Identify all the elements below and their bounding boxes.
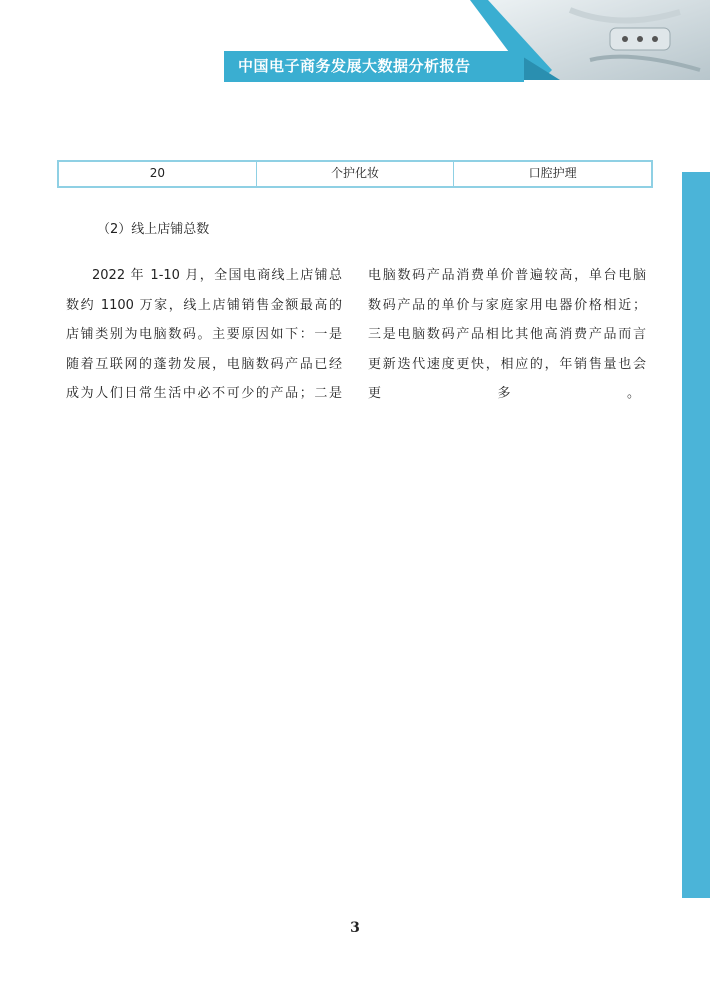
last-line-part: 。	[626, 386, 640, 401]
paragraph-line: 更新迭代速度更快，相应的，年销售量也会	[368, 356, 646, 372]
paragraph-line: 电脑数码产品消费单价普遍较高，单台电脑	[368, 268, 646, 283]
last-line-part: 多	[497, 386, 511, 401]
paragraph-line: 随着互联网的蓬勃发展，电脑数码产品已经	[66, 356, 342, 372]
paragraph-last-line	[368, 379, 640, 409]
paragraph-line: 数约 1100 万家，线上店铺销售金额最高的	[66, 297, 342, 313]
paragraph-line: 数码产品的单价与家庭家用电器价格相近；	[368, 297, 646, 313]
table-cell-rank: 20	[59, 162, 257, 186]
table-cell-category: 个护化妆	[257, 162, 455, 186]
side-accent-bar	[682, 172, 710, 898]
body-column-left	[66, 261, 342, 409]
last-line-part: 更	[368, 386, 382, 401]
section-heading: （2）线上店铺总数	[97, 222, 210, 237]
paragraph-line: 成为人们日常生活中必不可少的产品；二是	[66, 386, 342, 401]
paragraph-line: 三是电脑数码产品相比其他高消费产品而言	[368, 327, 646, 342]
data-table	[57, 160, 653, 188]
page-number: 3	[350, 920, 360, 936]
table-cell-subcategory: 口腔护理	[528, 166, 577, 180]
body-column-right	[368, 261, 646, 409]
paragraph-line: 店铺类别为电脑数码。主要原因如下：一是	[66, 327, 342, 342]
paragraph-line: 2022 年 1-10 月，全国电商线上店铺总	[92, 268, 342, 283]
report-title: 中国电子商务发展大数据分析报告	[238, 57, 471, 75]
